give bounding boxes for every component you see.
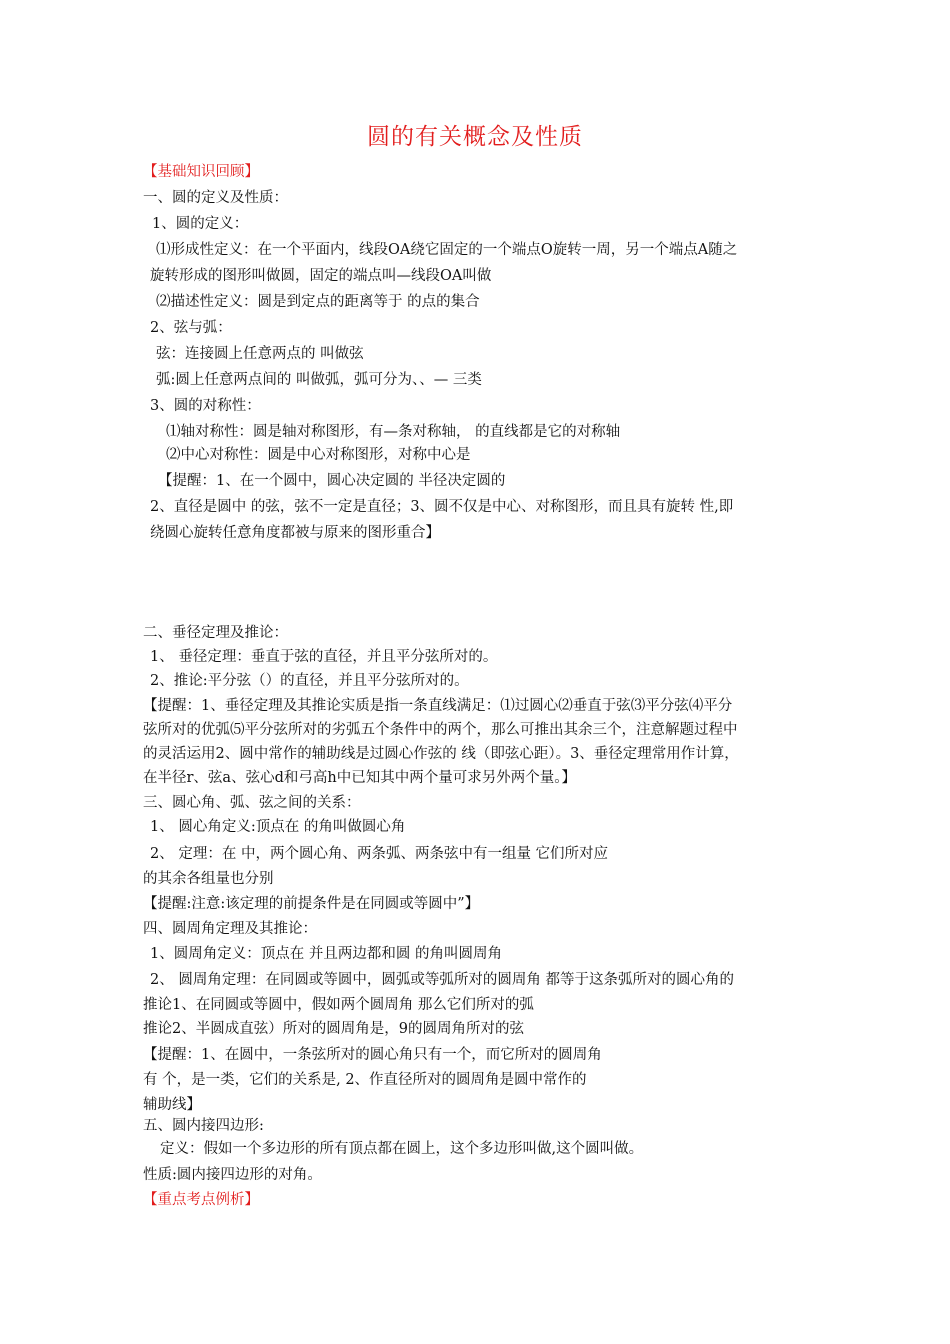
text-line: 2、 定理：在 中，两个圆心角、两条弧、两条弦中有一组量 它们所对应 (150, 846, 609, 862)
text-line: 定义：假如一个多边形的所有顶点都在圆上，这个多边形叫做,这个圆叫做。 (160, 1141, 644, 1157)
reminder-line: 【提醒：1、在一个圆中，圆心决定圆的 半径决定圆的 (158, 473, 506, 489)
text-line: 的其余各组量也分别 (143, 871, 274, 887)
text-line: 推论2、半圆成直弦）所对的圆周角是，9的圆周角所对的弦 (143, 1021, 524, 1037)
text-line: 1、圆的定义： (152, 216, 249, 232)
text-line: 弧:圆上任意两点间的 叫做弧，弧可分为、、— 三类 (156, 372, 482, 388)
text-line: ⑴形成性定义：在一个平面内，线段OA绕它固定的一个端点O旋转一周，另一个端点A随之 (156, 242, 738, 258)
reminder-line: 在半径r、弦a、弦心d和弓高h中已知其中两个量可求另外两个量。】 (143, 770, 576, 786)
text-line: ⑵中心对称性：圆是中心对称图形，对称中心是 (166, 447, 471, 463)
text-line: 1、圆周角定义：顶点在 并且两边都和圆 的角叫圆周角 (150, 946, 502, 962)
text-line: 性质:圆内接四边形的对角。 (143, 1167, 322, 1183)
page-title: 圆的有关概念及性质 (367, 124, 583, 150)
section-heading-examples: 【重点考点例析】 (143, 1192, 259, 1208)
reminder-line: 弦所对的优弧⑸平分弦所对的劣弧五个条件中的两个，那么可推出其余三个，注意解题过程中 (143, 722, 738, 738)
text-line: 旋转形成的图形叫做圆，固定的端点叫—线段OA叫做 (150, 268, 492, 284)
reminder-line: 的灵活运用2、圆中常作的辅助线是过圆心作弦的 线（即弦心距）。3、垂径定理常用作计算， (143, 746, 739, 762)
text-line: 3、圆的对称性： (150, 398, 261, 414)
reminder-line: 绕圆心旋转任意角度都被与原来的图形重合】 (150, 525, 440, 541)
text-line: 1、 圆心角定义:顶点在 的角叫做圆心角 (150, 819, 406, 835)
heading-four: 四、圆周角定理及其推论： (143, 921, 317, 937)
text-line: ⑴轴对称性：圆是轴对称图形，有—条对称轴， 的直线都是它的对称轴 (166, 424, 621, 440)
reminder-line: 2、直径是圆中 的弦，弦不一定是直径；3、圆不仅是中心、对称图形，而且具有旋转 性,即 (150, 499, 734, 515)
reminder-line: 【提醒:注意:该定理的前提条件是在同圆或等圆中”】 (143, 896, 480, 912)
text-line: 推论1、在同圆或等圆中，假如两个圆周角 那么它们所对的弧 (143, 997, 534, 1013)
section-heading-basics: 【基础知识回顾】 (143, 164, 259, 180)
reminder-line: 【提醒：1、垂径定理及其推论实质是指一条直线满足：⑴过圆心⑵垂直于弦⑶平分弦⑷平分 (143, 698, 733, 714)
reminder-line: 辅助线】 (143, 1097, 201, 1113)
text-line: ⑵描述性定义：圆是到定点的距离等于 的点的集合 (156, 294, 480, 310)
heading-one: 一、圆的定义及性质： (143, 190, 288, 206)
text-line: 1、 垂径定理：垂直于弦的直径，并且平分弦所对的。 (150, 649, 498, 665)
text-line: 2、 圆周角定理：在同圆或等圆中，圆弧或等弧所对的圆周角 都等于这条弧所对的圆心角的 (150, 972, 734, 988)
reminder-line: 有 个，是一类，它们的关系是, 2、作直径所对的圆周角是圆中常作的 (143, 1072, 587, 1088)
heading-five: 五、圆内接四边形: (143, 1118, 264, 1134)
text-line: 弦：连接圆上任意两点的 叫做弦 (156, 346, 364, 362)
reminder-line: 【提醒：1、在圆中，一条弦所对的圆心角只有一个，而它所对的圆周角 (143, 1047, 602, 1063)
heading-three: 三、圆心角、弧、弦之间的关系： (143, 795, 361, 811)
text-line: 2、弦与弧： (150, 320, 232, 336)
heading-two: 二、垂径定理及推论： (143, 625, 288, 641)
text-line: 2、推论:平分弦（）的直径，并且平分弦所对的。 (150, 673, 469, 689)
